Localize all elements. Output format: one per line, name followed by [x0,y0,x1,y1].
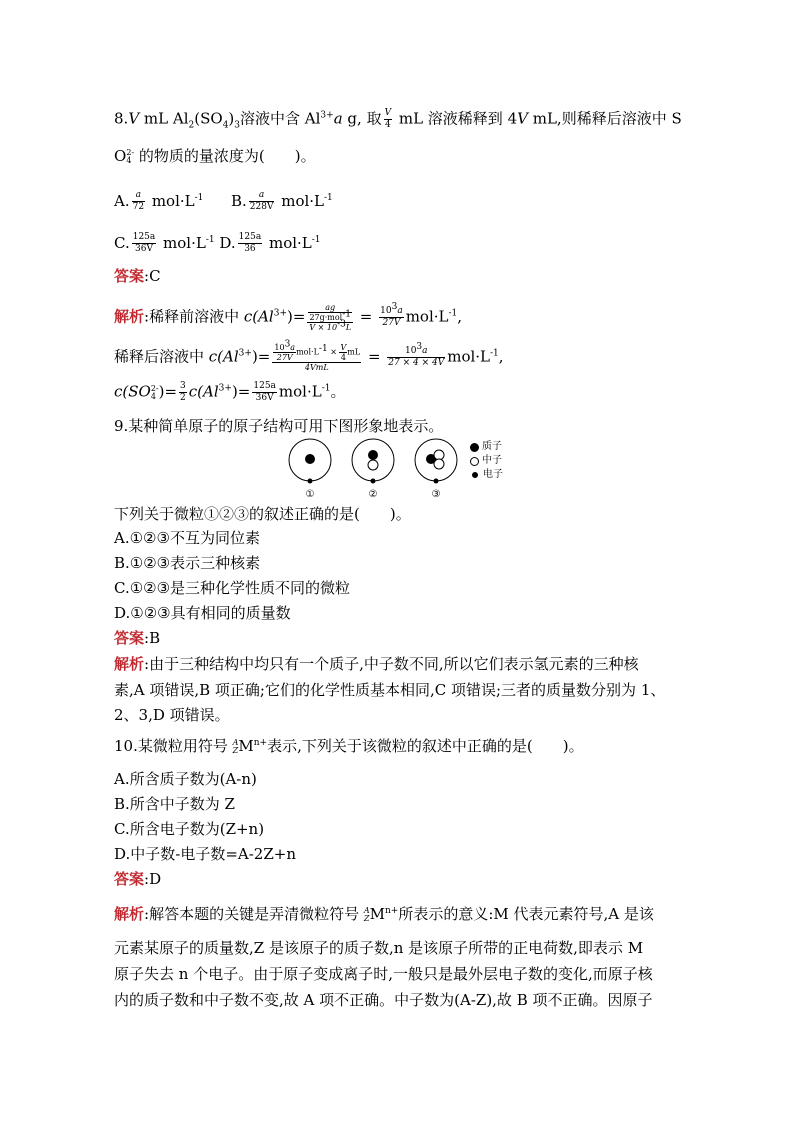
q8-option-d: D. $\frac{125a}{36}$ $mol\cdot L^{-1}$ [219,232,321,254]
atom-1 [289,439,331,484]
legend-neutron: 中子 [470,454,503,468]
neutron-icon [470,457,479,466]
answer-label: 答案 [114,870,145,888]
sulfate-charge: 2- 4 [126,148,135,165]
analysis-label: 解析 [114,307,145,326]
electron-icon [472,472,478,478]
q10-stem: 10.某微粒用符号 A Z $M^{n+}$表示,下列关于该微粒的叙述中正确的是( )。 [114,737,584,755]
q8-answer: 答案:C [114,267,161,285]
q10-analysis-line2: 元素某原子的质量数,Z 是该原子的质子数,n 是该原子所带的正电荷数,即表示 M [114,939,644,957]
q8-analysis-line3: c(SO 2- 4 )= $\frac{3}{2}$ $c(Al^{3+})=$ $\frac{125a}{36V}$ $mol\cdot L^{-1}$。 [114,381,346,403]
q8-option-b: B. $\frac{a}{228V}$ $mol\cdot L^{-1}$ [230,190,333,212]
answer-label: 答案 [114,629,145,647]
q8-option-c: C. $\frac{125a}{36V}$ $mol\cdot L^{-1}$ [114,232,215,254]
fraction-v-over-4: $\frac{V}{4}$ [384,108,392,130]
q9-analysis-line1: 解析:由于三种结构中均只有一个质子,中子数不同,所以它们表示氢元素的三种核 [114,655,639,673]
q8-stem-line1: 8.V mL $Al_2(SO_4)_3$溶液中含 $Al^{3+}a$ g, 取 $\frac{V}{4}$ mL 溶液稀释到 4V mL,则稀释后溶液中 S [114,108,682,131]
q10-option-a: A.所含质子数为(A-n) [114,770,257,788]
nuclide-symbol: A Z [232,738,239,755]
analysis-label: 解析 [114,655,145,673]
q9-option-a: A.①②③不互为同位素 [114,529,260,547]
q9-question: 下列关于微粒①②③的叙述正确的是( )。 [114,505,411,523]
proton-icon [470,443,479,452]
answer-label: 答案 [114,267,145,285]
q10-answer: 答案:D [114,870,162,888]
q8-number: 8. [114,109,129,128]
q8-options-cd [114,232,321,255]
q10-analysis-line1: 解析:解答本题的关键是弄清微粒符号 A Z $M^{n+}$所表示的意义:M 代表元素符号,A 是该 [114,905,654,923]
q8-fraction-after: $\frac{10^3a}{27V}$ $mol\cdot L^{-1}$ × $\frac{V}{4}$ mL 4VmL [274,339,361,372]
atom-label-3: ③ [431,489,441,500]
q9-option-d: D.①②③具有相同的质量数 [114,604,291,622]
q10-analysis-line4: 内的质子数和中子数不变,故 A 项不正确。中子数为(A-Z),故 B 项不正确。因原子 [114,991,653,1009]
q8-options-ab [114,190,333,213]
analysis-label: 解析 [114,905,145,923]
atom-label-2: ② [368,489,378,500]
q10-option-b: B.所含中子数为 Z [114,795,235,813]
q9-analysis-line3: 2、3,D 项错误。 [114,706,230,724]
q8-option-a: A. $\frac{a}{72}$ $mol\cdot L^{-1}$ [114,190,204,212]
legend-electron: 电子 [470,468,503,482]
q8-analysis-line2: 稀释后溶液中 $c(Al^{3+})=$ $\frac{10^3a}{27V}$ $mol\cdot L^{-1}$ × $\frac{V}{4}$ mL 4VmL = $\frac{10^3a}{27 \times 4 \times 4V}$ $mol\cdot L^{-1}$, [114,339,504,372]
legend-proton: 质子 [470,440,503,454]
q9-stem: 9.某种简单原子的原子结构可用下图形象地表示。 [114,417,444,435]
q8-stem-line2: O 2- 4 的物质的量浓度为( )。 [114,147,316,165]
atom-label-1: ① [305,489,315,500]
atom-legend [470,440,503,482]
atom-2 [352,439,394,484]
q9-option-c: C.①②③是三种化学性质不同的微粒 [114,579,351,597]
q10-analysis-line3: 原子失去 n 个电子。由于原子变成离子时,一般只是最外层电子数的变化,而原子核 [114,965,653,983]
q9-answer: 答案:B [114,629,161,647]
q9-option-b: B.①②③表示三种核素 [114,554,261,572]
q10-option-d: D.中子数-电子数=A-2Z+n [114,845,296,863]
q8-fraction-before: $\frac{\frac{ag}{27g\cdot mol^{-1}}}{V \times 10^{-3}L}$ [309,303,352,332]
q10-option-c: C.所含电子数为(Z+n) [114,820,265,838]
atom-3 [415,439,457,484]
q8-analysis-line1: 解析:稀释前溶液中 $c(Al^{3+})=$ $\frac{\frac{ag}{27g\cdot mol^{-1}}}{V \times 10^{-3}L}$ = $\frac{10^3a}{27V}$ $mol\cdot L^{-1}$, [114,302,463,332]
q9-analysis-line2: 素,A 项错误,B 项正确;它们的化学性质基本相同,C 项错误;三者的质量数分别为 1、 [114,681,666,699]
